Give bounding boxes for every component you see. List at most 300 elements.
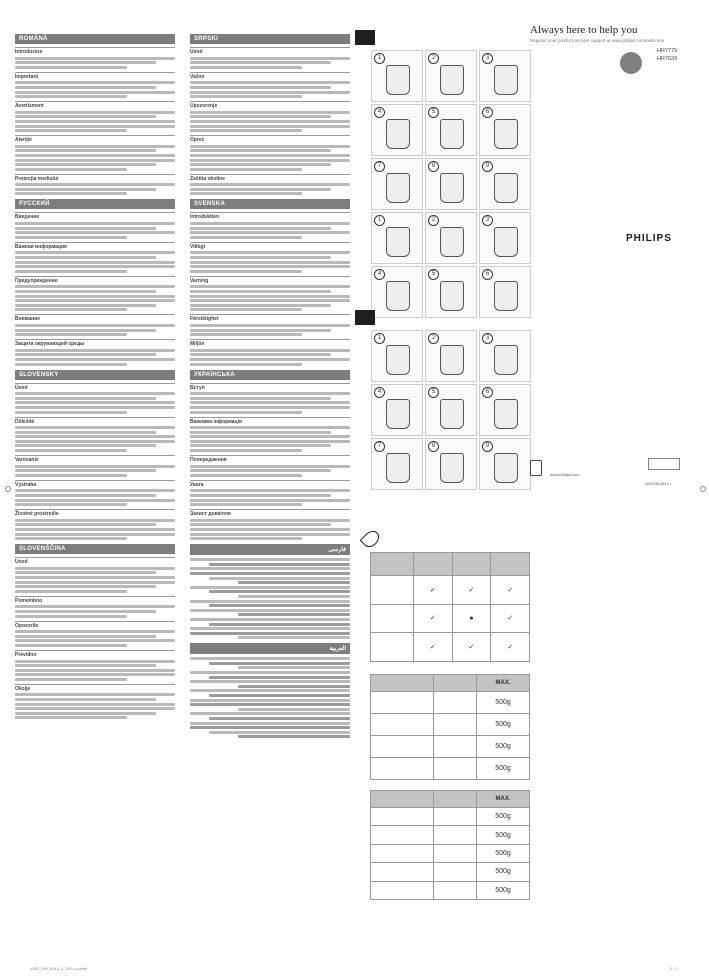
step-illustration — [371, 212, 423, 264]
section-subheading: Uvod — [190, 47, 350, 55]
step-number: 4 — [374, 107, 385, 118]
text-line — [190, 397, 331, 400]
text-line — [15, 435, 175, 438]
quantity-cell: 500g — [477, 714, 530, 736]
text-line — [238, 595, 350, 598]
language-heading: УКРАЇНСЬКА — [190, 370, 350, 380]
step-number: 9 — [482, 441, 493, 452]
accessory-icon — [371, 881, 434, 899]
text-line — [190, 188, 331, 191]
section-subheading: Попередження — [190, 455, 350, 463]
text-line — [15, 290, 156, 293]
text-line — [15, 295, 175, 298]
product-symbol-icon — [355, 310, 375, 325]
max-header: MAX. — [477, 791, 530, 808]
text-line — [190, 299, 350, 302]
text-line — [190, 261, 350, 264]
text-line — [15, 86, 156, 89]
step-number: 3 — [482, 53, 493, 64]
text-line — [190, 558, 350, 561]
text-line — [15, 590, 127, 593]
text-line — [15, 449, 127, 452]
text-line — [15, 163, 156, 166]
ingredient-icon — [434, 844, 477, 862]
compatibility-table — [370, 552, 530, 662]
step-illustration — [479, 104, 531, 156]
section-subheading: Предупреждение — [15, 276, 175, 284]
table-header-cell — [434, 675, 477, 692]
table-header-cell — [371, 553, 414, 576]
text-line — [190, 270, 302, 273]
jar-icon — [386, 173, 410, 203]
text-line — [190, 411, 302, 414]
jar-icon — [494, 453, 518, 483]
ingredient-icon — [434, 863, 477, 881]
accessory-icon — [371, 758, 434, 780]
model-number: HR7629 — [657, 56, 678, 62]
section-subheading: Avertisment — [15, 101, 175, 109]
text-line — [190, 236, 302, 239]
text-line — [190, 632, 350, 635]
text-line — [15, 664, 156, 667]
step-number: 7 — [374, 161, 385, 172]
text-line — [15, 397, 156, 400]
product-symbol-icon — [355, 30, 375, 45]
text-line — [238, 636, 350, 639]
jar-icon — [386, 345, 410, 375]
text-line — [15, 129, 127, 132]
text-line — [15, 581, 175, 584]
text-line — [209, 623, 350, 626]
table-row — [371, 826, 530, 844]
text-line — [15, 81, 175, 84]
section-subheading: Uvod — [15, 557, 175, 565]
section-subheading: Pomembno — [15, 596, 175, 604]
text-line — [190, 251, 350, 254]
text-line — [15, 523, 156, 526]
jar-icon — [494, 281, 518, 311]
jar-icon — [386, 119, 410, 149]
jar-icon — [386, 65, 410, 95]
text-line — [15, 444, 156, 447]
quantity-cell: 500g — [477, 881, 530, 899]
text-line — [15, 630, 175, 633]
text-line — [15, 401, 175, 404]
text-line — [15, 673, 175, 676]
text-line — [190, 163, 331, 166]
quantity-cell: 500g — [477, 826, 530, 844]
text-line — [190, 426, 350, 429]
table-row — [371, 714, 530, 736]
language-section — [190, 199, 350, 365]
accessory-icon — [371, 714, 434, 736]
illustration-block-1 — [355, 30, 525, 310]
table-row — [371, 604, 530, 633]
step-illustration — [371, 104, 423, 156]
jar-icon — [440, 65, 464, 95]
section-subheading: Захист довкілля — [190, 509, 350, 517]
section-subheading: Viktigt — [190, 242, 350, 250]
table-row — [371, 808, 530, 826]
step-number: 2 — [428, 53, 439, 64]
text-line — [15, 712, 156, 715]
text-line — [190, 489, 350, 492]
text-line — [15, 183, 175, 186]
text-line — [190, 129, 302, 132]
jar-icon — [494, 65, 518, 95]
accessory-icon — [371, 633, 414, 662]
text-line — [190, 333, 302, 336]
text-line — [190, 183, 350, 186]
text-line — [15, 159, 175, 162]
step-illustration — [479, 50, 531, 102]
text-line — [15, 227, 156, 230]
text-line — [238, 735, 350, 738]
text-line — [190, 444, 331, 447]
step-illustration — [479, 384, 531, 436]
text-line — [15, 251, 175, 254]
text-line — [190, 329, 331, 332]
language-heading: РУССКИЙ — [15, 199, 175, 209]
text-line — [15, 363, 127, 366]
text-line — [15, 431, 156, 434]
text-line — [15, 669, 175, 672]
table-cell: ✓ — [452, 576, 491, 605]
jar-icon — [440, 173, 464, 203]
language-section — [15, 34, 175, 195]
step-illustration — [425, 104, 477, 156]
text-line — [15, 639, 175, 642]
text-line — [15, 304, 156, 307]
website-link: www.philips.com — [550, 472, 580, 477]
text-line — [209, 717, 350, 720]
section-subheading: Varning — [190, 276, 350, 284]
section-subheading: Zaštita okoline — [190, 174, 350, 182]
leaf-icon — [360, 528, 383, 551]
text-line — [15, 299, 175, 302]
ingredient-icon — [434, 808, 477, 826]
text-line — [190, 528, 350, 531]
footer-left: 4203_064_6513_1_DFU-Leaflet — [30, 966, 88, 971]
text-line — [15, 644, 127, 647]
section-subheading: Previdno — [15, 650, 175, 658]
text-line — [190, 154, 350, 157]
step-number: 8 — [428, 441, 439, 452]
text-line — [15, 333, 127, 336]
accessory-icon — [371, 692, 434, 714]
text-line — [190, 324, 350, 327]
text-line — [190, 111, 350, 114]
text-line — [190, 671, 350, 674]
capacity-table-2 — [370, 790, 530, 900]
text-line — [190, 149, 331, 152]
step-illustration — [371, 50, 423, 102]
text-line — [15, 499, 175, 502]
section-subheading: Важная информация — [15, 242, 175, 250]
text-line — [209, 694, 350, 697]
text-line — [190, 392, 350, 395]
language-section — [15, 544, 175, 719]
jar-icon — [440, 345, 464, 375]
text-line — [15, 61, 156, 64]
text-line — [190, 125, 350, 128]
table-cell: ✓ — [491, 576, 530, 605]
section-subheading: Введение — [15, 212, 175, 220]
text-line — [190, 285, 350, 288]
part-number: 4203.064.6513.1 — [645, 482, 672, 486]
text-line — [238, 708, 350, 711]
text-line — [190, 353, 331, 356]
text-line — [190, 256, 331, 259]
text-line — [15, 474, 127, 477]
section-subheading: Försiktighet — [190, 314, 350, 322]
quantity-cell: 500g — [477, 692, 530, 714]
text-line — [190, 519, 350, 522]
ingredient-icon — [434, 736, 477, 758]
language-heading: SVENSKA — [190, 199, 350, 209]
text-line — [15, 154, 175, 157]
text-line — [15, 576, 175, 579]
text-line — [15, 519, 175, 522]
text-line — [190, 265, 350, 268]
step-number: 1 — [374, 333, 385, 344]
jar-icon — [386, 399, 410, 429]
language-section — [190, 544, 350, 639]
step-number: 8 — [428, 161, 439, 172]
quantity-cell: 500g — [477, 844, 530, 862]
step-number: 6 — [482, 269, 493, 280]
text-line — [190, 699, 350, 702]
language-heading: العربية — [190, 643, 350, 654]
text-line — [15, 358, 175, 361]
section-subheading: Dôležité — [15, 417, 175, 425]
section-subheading: Výstraha — [15, 480, 175, 488]
text-line — [190, 115, 331, 118]
text-line — [15, 120, 175, 123]
text-line — [15, 353, 156, 356]
table-cell: ● — [452, 604, 491, 633]
drop-icon — [491, 553, 530, 576]
text-line — [190, 145, 350, 148]
table-cell: ✓ — [491, 604, 530, 633]
section-subheading: Introducere — [15, 47, 175, 55]
page-title: Always here to help you — [530, 24, 638, 36]
text-line — [209, 731, 350, 734]
language-section — [190, 370, 350, 541]
section-subheading: Životné prostredie — [15, 509, 175, 517]
step-illustration — [371, 158, 423, 210]
section-subheading: Внимание — [15, 314, 175, 322]
step-number: 5 — [428, 387, 439, 398]
capacity-table-1 — [370, 674, 530, 780]
text-line — [15, 693, 175, 696]
section-subheading: Opozorilo — [15, 621, 175, 629]
text-line — [15, 406, 175, 409]
text-line — [15, 91, 175, 94]
table-row — [371, 863, 530, 881]
jar-icon — [440, 119, 464, 149]
text-line — [190, 474, 302, 477]
section-subheading: Úvod — [15, 383, 175, 391]
table-header-cell — [371, 791, 434, 808]
text-line — [190, 657, 350, 660]
table-row — [371, 736, 530, 758]
step-number: 1 — [374, 215, 385, 226]
text-line — [15, 125, 175, 128]
text-line — [190, 537, 302, 540]
text-line — [15, 660, 175, 663]
step-number: 2 — [428, 215, 439, 226]
text-line — [190, 567, 350, 570]
jar-icon — [386, 227, 410, 257]
step-number: 6 — [482, 387, 493, 398]
text-line — [238, 613, 350, 616]
text-line — [190, 406, 350, 409]
illustration-block-2 — [355, 310, 525, 510]
text-column-middle — [190, 30, 350, 740]
table-header-cell — [434, 791, 477, 808]
text-line — [15, 567, 175, 570]
text-line — [190, 469, 331, 472]
text-line — [190, 499, 350, 502]
ingredient-icon — [434, 881, 477, 899]
table-cell: ✓ — [491, 633, 530, 662]
language-heading: SRPSKI — [190, 34, 350, 44]
text-line — [15, 716, 127, 719]
text-line — [15, 57, 175, 60]
text-line — [190, 726, 350, 729]
text-line — [209, 604, 350, 607]
step-number: 7 — [374, 441, 385, 452]
text-line — [15, 707, 175, 710]
step-illustration — [425, 212, 477, 264]
ingredient-icon — [434, 714, 477, 736]
section-subheading: Introduktion — [190, 212, 350, 220]
recycling-logo — [648, 458, 680, 470]
step-illustration — [425, 330, 477, 382]
quantity-cell: 500g — [477, 863, 530, 881]
text-line — [15, 149, 156, 152]
section-subheading: Upozorenje — [190, 101, 350, 109]
text-line — [190, 618, 350, 621]
text-line — [15, 145, 175, 148]
text-line — [190, 295, 350, 298]
text-line — [15, 168, 127, 171]
step-illustration — [425, 438, 477, 490]
text-line — [15, 111, 175, 114]
text-line — [190, 627, 350, 630]
text-line — [190, 680, 350, 683]
text-line — [15, 528, 175, 531]
text-line — [190, 401, 350, 404]
text-line — [190, 449, 302, 452]
text-line — [15, 585, 156, 588]
text-line — [190, 572, 350, 575]
text-line — [238, 666, 350, 669]
accessory-icon — [371, 808, 434, 826]
section-subheading: Atenţie — [15, 135, 175, 143]
text-line — [190, 95, 302, 98]
jar-icon — [440, 399, 464, 429]
text-line — [15, 95, 127, 98]
table-cell: ✓ — [414, 633, 453, 662]
section-subheading: Oprez — [190, 135, 350, 143]
ingredient-icon — [434, 692, 477, 714]
text-line — [15, 698, 156, 701]
section-subheading: Varovanie — [15, 455, 175, 463]
table-row — [371, 576, 530, 605]
text-line — [190, 600, 350, 603]
jar-icon — [440, 453, 464, 483]
text-line — [190, 358, 350, 361]
register-subtitle: Register your product and get support at www.philips.com/welcome — [530, 38, 665, 43]
text-column-left — [15, 30, 175, 721]
text-line — [15, 285, 175, 288]
text-line — [238, 685, 350, 688]
step-number: 3 — [482, 215, 493, 226]
text-line — [15, 270, 127, 273]
table-row — [371, 844, 530, 862]
text-line — [15, 329, 156, 332]
jar-icon — [494, 119, 518, 149]
text-line — [190, 61, 331, 64]
table-cell: ✓ — [414, 604, 453, 633]
accessory-icon — [371, 863, 434, 881]
step-number: 9 — [482, 161, 493, 172]
jar-icon — [440, 227, 464, 257]
text-line — [15, 231, 175, 234]
table-row — [371, 881, 530, 899]
step-illustration — [371, 384, 423, 436]
text-line — [15, 349, 175, 352]
text-line — [190, 168, 302, 171]
text-line — [15, 411, 127, 414]
language-section — [190, 34, 350, 195]
tap-icon — [414, 553, 453, 576]
text-line — [190, 81, 350, 84]
text-line — [15, 494, 156, 497]
text-line — [15, 533, 175, 536]
text-line — [190, 503, 302, 506]
text-line — [15, 605, 175, 608]
text-line — [15, 66, 127, 69]
text-line — [190, 290, 331, 293]
text-line — [190, 440, 350, 443]
language-heading: فارسی — [190, 544, 350, 555]
brand-logo: PHILIPS — [626, 233, 672, 244]
text-line — [15, 324, 175, 327]
text-line — [190, 586, 350, 589]
jar-icon — [386, 281, 410, 311]
section-subheading: Miljön — [190, 339, 350, 347]
text-line — [190, 533, 350, 536]
step-number: 2 — [428, 333, 439, 344]
section-subheading: Защита окружающей среды — [15, 339, 175, 347]
section-subheading: Protecţia mediului — [15, 174, 175, 182]
table-cell: ✓ — [452, 633, 491, 662]
text-line — [190, 494, 331, 497]
quantity-cell: 500g — [477, 736, 530, 758]
language-heading: SLOVENŠČINA — [15, 544, 175, 554]
text-line — [190, 349, 350, 352]
table-row — [371, 692, 530, 714]
text-line — [190, 86, 331, 89]
step-illustration — [425, 158, 477, 210]
text-line — [190, 304, 331, 307]
text-line — [238, 581, 350, 584]
text-line — [190, 703, 350, 706]
language-section — [190, 643, 350, 738]
